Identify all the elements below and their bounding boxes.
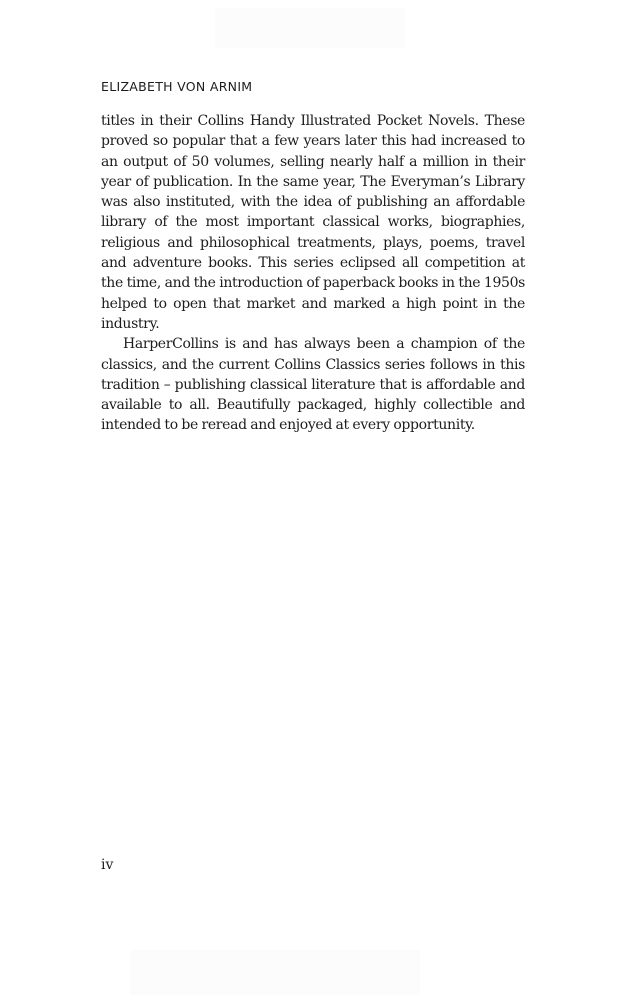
scan-shadow-top bbox=[215, 8, 405, 48]
body-text bbox=[101, 111, 525, 436]
paragraph-1: titles in their Collins Handy Illustrated Pocket Novels. These proved so popular that a few years later this had increased to an output of 50 volumes, selling nearly half a million in their year of publication. In the same year, The Everyman’s Library was also instituted, with the idea of publishing an affordable library of the most important classical works, biographies, religious and philosophical treatments, plays, poems, travel and adventure books. This series eclipsed all competition at the time, and the introduction of paperback books in the 1950s helped to open that market and marked a high point in the industry. bbox=[101, 113, 525, 332]
running-head: ELIZABETH VON ARNIM bbox=[101, 79, 253, 94]
page-number: iv bbox=[101, 857, 114, 873]
scan-shadow-bottom bbox=[130, 950, 420, 995]
paragraph-2: HarperCollins is and has always been a champion of the classics, and the current Collins Classics series follows in this tradition – publishing classical literature that is affordable and available to all. Beautifully packaged, highly collectible and intended to be reread and enjoyed at every opportunity. bbox=[101, 336, 525, 434]
